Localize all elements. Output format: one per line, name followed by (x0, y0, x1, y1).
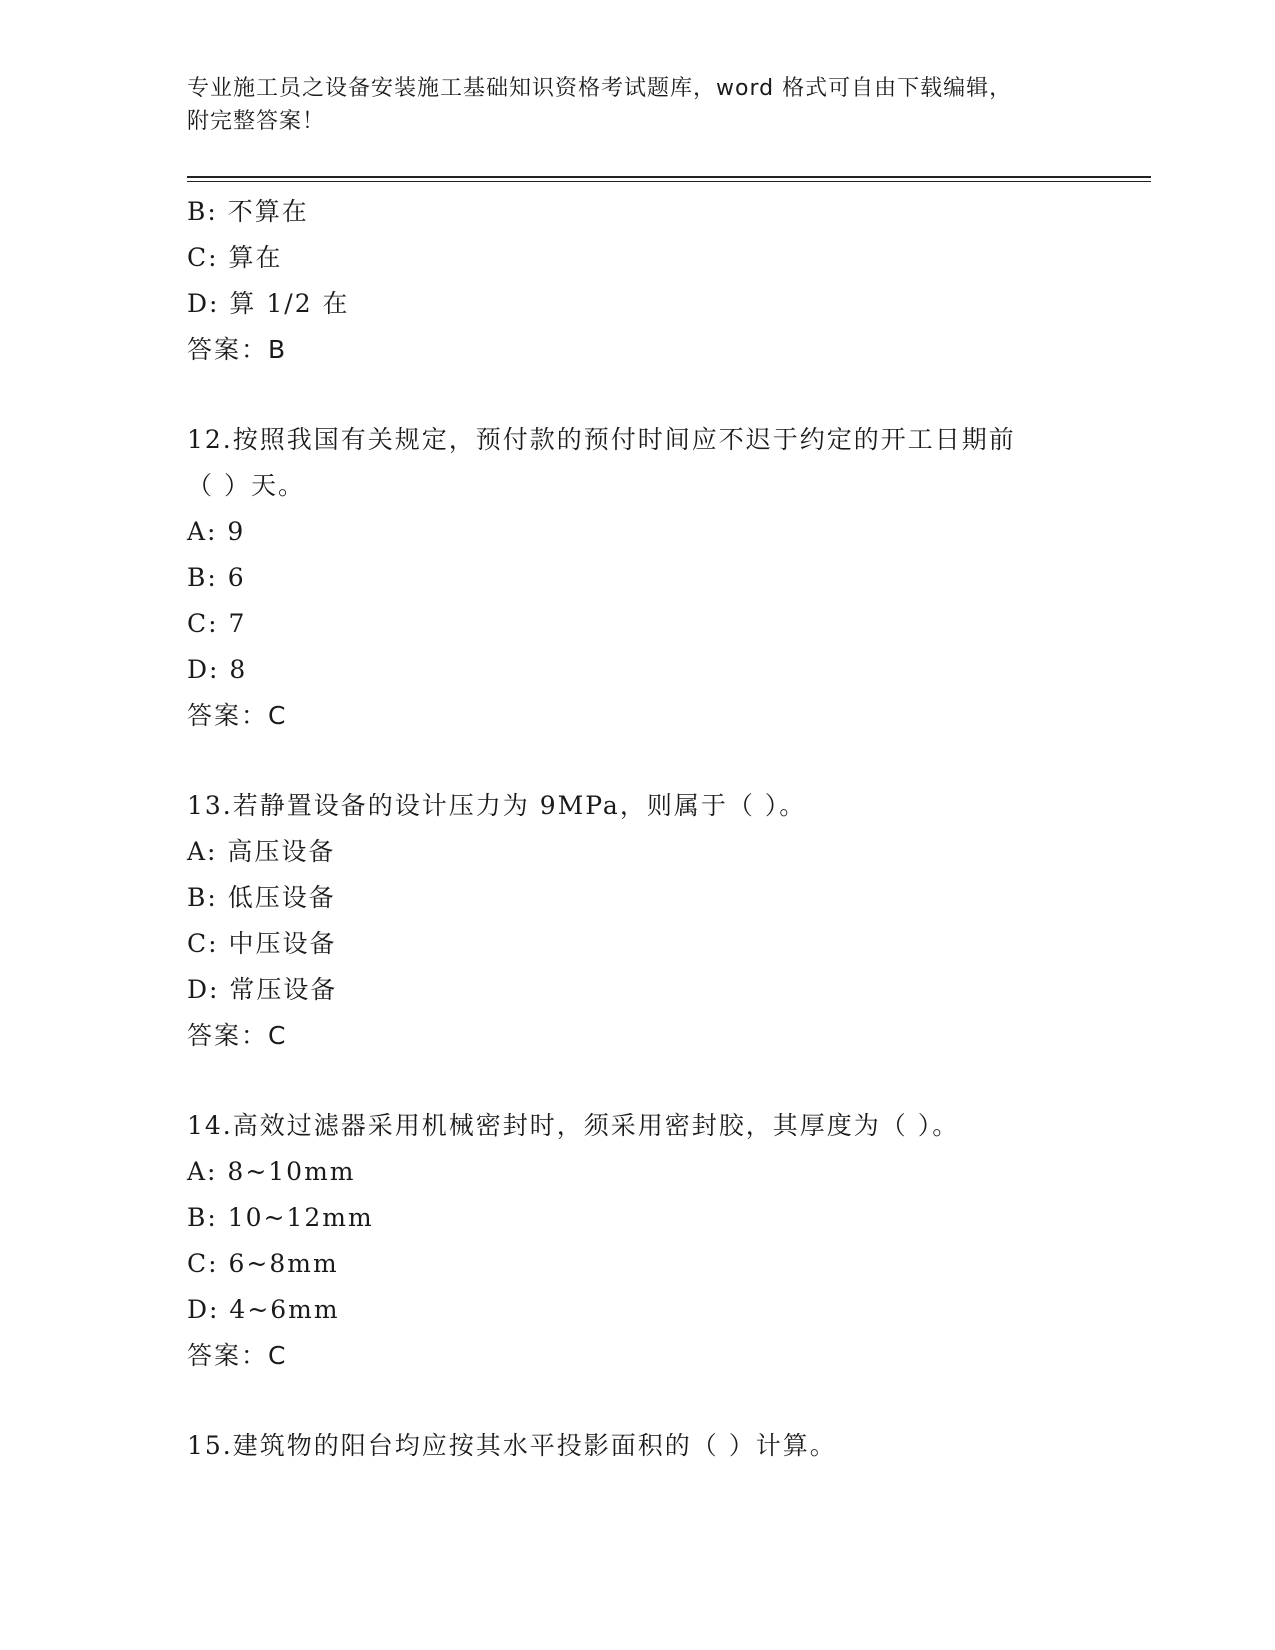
option-c: C: 6~8mm (187, 1249, 339, 1278)
question-content (187, 189, 1087, 1469)
option-c: C: 算在 (187, 243, 283, 272)
option-c: C: 7 (187, 609, 247, 638)
spacer (187, 739, 1087, 783)
question-13 (187, 783, 1087, 1059)
option-d: D: 4~6mm (187, 1295, 340, 1324)
document-header (187, 72, 1087, 138)
spacer (187, 1059, 1087, 1103)
option-d: D: 常压设备 (187, 975, 338, 1004)
header-line-1: 专业施工员之设备安装施工基础知识资格考试题库，word 格式可自由下载编辑， (187, 76, 1013, 101)
question-12 (187, 417, 1087, 739)
option-b: B: 10~12mm (187, 1203, 374, 1232)
question-stem: 15.建筑物的阳台均应按其水平投影面积的（ ）计算。 (187, 1431, 837, 1460)
answer: 答案：C (187, 701, 288, 730)
question-stem-line-2: （ ）天。 (187, 471, 305, 500)
question-stem: 13.若静置设备的设计压力为 9MPa，则属于（ ）。 (187, 791, 807, 820)
answer: 答案：C (187, 1021, 288, 1050)
question-14 (187, 1103, 1087, 1379)
option-c: C: 中压设备 (187, 929, 337, 958)
spacer (187, 373, 1087, 417)
option-d: D: 算 1/2 在 (187, 289, 350, 318)
option-a: A: 9 (187, 517, 246, 546)
question-stem: 14.高效过滤器采用机械密封时，须采用密封胶，其厚度为（ ）。 (187, 1111, 960, 1140)
question-stem-line-1: 12.按照我国有关规定，预付款的预付时间应不迟于约定的开工日期前 (187, 425, 1016, 454)
question-15 (187, 1423, 1087, 1469)
header-line-2: 附完整答案！ (187, 109, 326, 134)
answer: 答案：B (187, 335, 288, 364)
header-divider-thick (187, 176, 1151, 178)
answer: 答案：C (187, 1341, 288, 1370)
option-a: A: 8~10mm (187, 1157, 356, 1186)
option-b: B: 不算在 (187, 197, 309, 226)
option-b: B: 低压设备 (187, 883, 336, 912)
option-a: A: 高压设备 (187, 837, 336, 866)
option-d: D: 8 (187, 655, 248, 684)
spacer (187, 1379, 1087, 1423)
option-b: B: 6 (187, 563, 246, 592)
question-11 (187, 189, 1087, 373)
header-divider-thin (187, 181, 1151, 182)
